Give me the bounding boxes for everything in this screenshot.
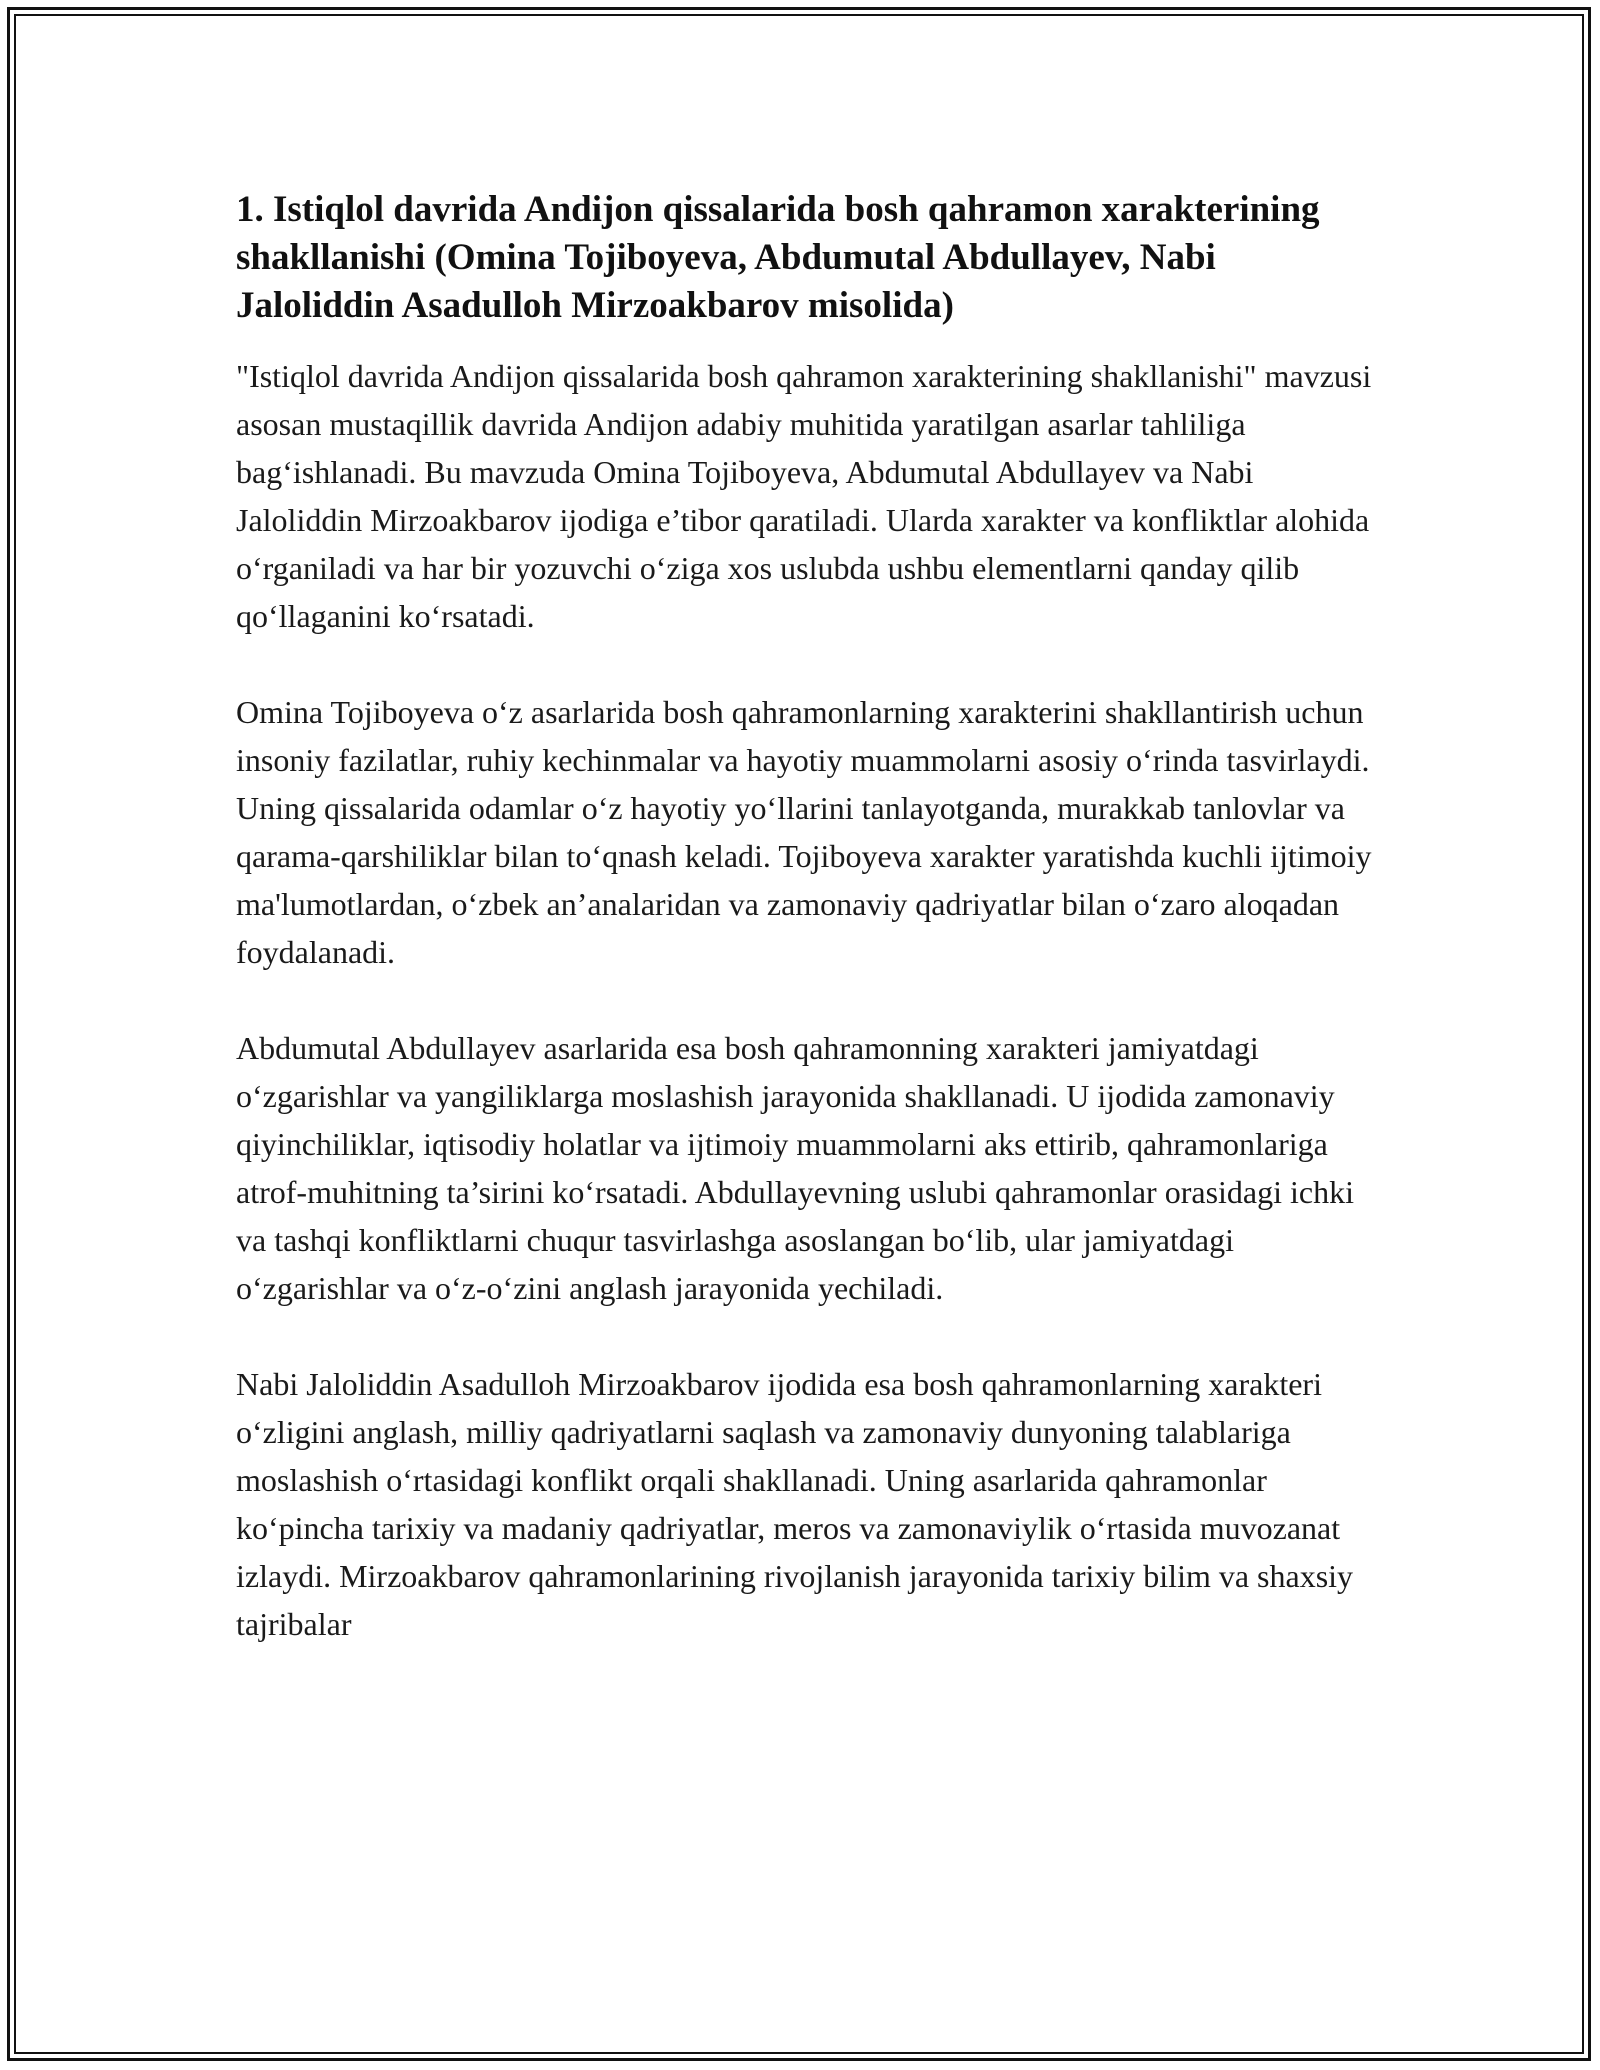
paragraph-intro: "Istiqlol davrida Andijon qissalarida bosh qahramon xarakterining shakllanishi" mavzusi asosan mustaqillik davrida Andijon adabiy muhitida yaratilgan asarlar tahliliga bagʻishlanadi. Bu mavzuda Omina Tojiboyeva, Abdumutal Abdullayev va Nabi Jaloliddin Mirzoakbarov ijodiga e’tibor qaratiladi. Ularda xarakter va konfliktlar alohida oʻrganiladi va har bir yozuvchi oʻziga xos uslubda ushbu elementlarni qanday qilib qoʻllaganini koʻrsatadi.	[236, 358, 1372, 634]
paragraph-tojiboyeva: Omina Tojiboyeva oʻz asarlarida bosh qahramonlarning xarakterini shakllantirish uchun insoniy fazilatlar, ruhiy kechinmalar va hayotiy muammolarni asosiy oʻrinda tasvirlaydi. Uning qissalarida odamlar oʻz hayotiy yoʻllarini tanlayotganda, murakkab tanlovlar va qarama-qarshiliklar bilan toʻqnash keladi. Tojiboyeva xarakter yaratishda kuchli ijtimoiy ma'lumotlardan, oʻzbek an’analaridan va zamonaviy qadriyatlar bilan oʻzaro aloqadan foydalanadi.	[236, 694, 1372, 970]
document-title: 1. Istiqlol davrida Andijon qissalarida bosh qahramon xarakterining shakllanishi (Omina Tojiboyeva, Abdumutal Abdullayev, Nabi Jaloliddin Asadulloh Mirzoakbarov misolida)	[236, 189, 1320, 326]
paragraph-abdullayev: Abdumutal Abdullayev asarlarida esa bosh qahramonning xarakteri jamiyatdagi oʻzgarishlar va yangiliklarga moslashish jarayonida shakllanadi. U ijodida zamonaviy qiyinchiliklar, iqtisodiy holatlar va ijtimoiy muammolarni aks ettirib, qahramonlariga atrof-muhitning ta’sirini koʻrsatadi. Abdullayevning uslubi qahramonlar orasidagi ichki va tashqi konfliktlarni chuqur tasvirlashga asoslangan boʻlib, ular jamiyatdagi oʻzgarishlar va oʻz-oʻzini anglash jarayonida yechiladi.	[236, 1030, 1354, 1306]
document-body	[236, 186, 1376, 1696]
paragraph-mirzoakbarov: Nabi Jaloliddin Asadulloh Mirzoakbarov ijodida esa bosh qahramonlarning xarakteri oʻzligini anglash, milliy qadriyatlarni saqlash va zamonaviy dunyoning talablariga moslashish oʻrtasidagi konflikt orqali shakllanadi. Uning asarlarida qahramonlar koʻpincha tarixiy va madaniy qadriyatlar, meros va zamonaviylik oʻrtasida muvozanat izlaydi. Mirzoakbarov qahramonlarining rivojlanish jarayonida tarixiy bilim va shaxsiy tajribalar	[236, 1366, 1354, 1642]
